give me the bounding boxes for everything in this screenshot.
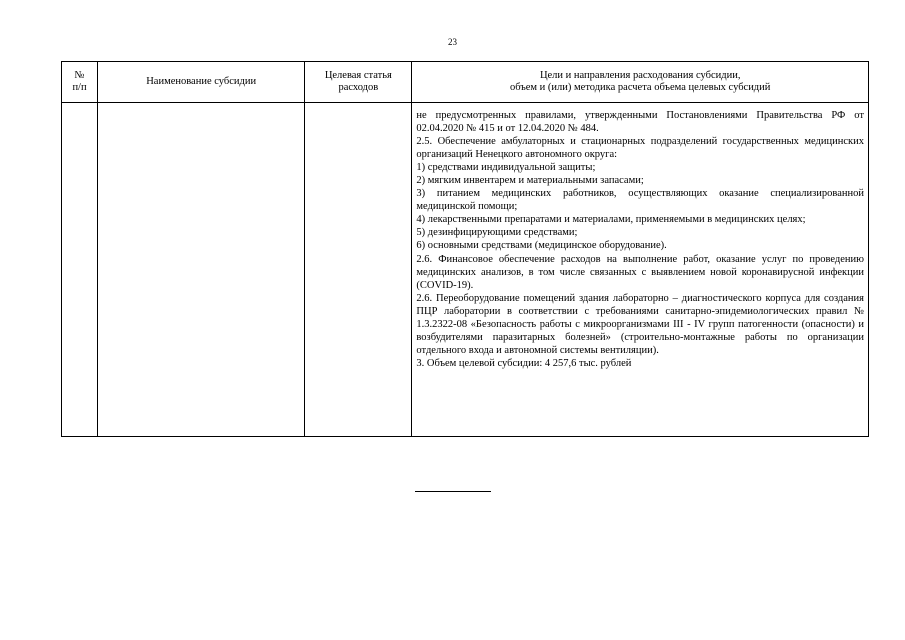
goals-paragraph: 6) основными средствами (медицинское оборудование). — [416, 240, 667, 252]
table-header-row — [62, 62, 869, 103]
goals-paragraph: 3. Объем целевой субсидии: 4 257,6 тыс. рублей — [416, 357, 632, 369]
goals-paragraph: 5) дезинфицирующими средствами; — [416, 227, 578, 239]
cell-target-article — [305, 103, 412, 437]
header-target-article: Целевая статья расходов — [305, 62, 412, 103]
subsidy-table — [61, 61, 869, 437]
cell-number — [62, 103, 98, 437]
goals-paragraph: 2.6. Переоборудование помещений здания лабораторно – диагностического корпуса для создания ПЦР лаборатории в соответствии с требованиями санитарно-эпидемиологических правил № 1.3.2322-08 «Безопасность работы с микроорганизмами III - IV групп патогенности (опасности) и возбудителями паразитарных болезней» (строительно-монтажные работы по организации отдельного входа и автономной системы вентиляции). — [416, 292, 864, 356]
table-row — [62, 103, 869, 437]
cell-goals — [412, 103, 869, 437]
cell-subsidy-name — [98, 103, 305, 437]
header-subsidy-name: Наименование субсидии — [98, 62, 305, 103]
goals-paragraph: 4) лекарственными препаратами и материалами, применяемыми в медицинских целях; — [416, 214, 806, 226]
page-number: 23 — [448, 37, 457, 47]
goals-paragraph: 3) питанием медицинских работников, осуществляющих оказание специализированной медицинской помощи; — [416, 188, 864, 213]
goals-paragraph: 1) средствами индивидуальной защиты; — [416, 162, 596, 174]
header-goals: Цели и направления расходования субсидии, объем и (или) методика расчета объема целевых субсидий — [412, 62, 869, 103]
goals-paragraph: не предусмотренных правилами, утвержденными Постановлениями Правительства РФ от 02.04.2020 № 415 и от 12.04.2020 № 484. — [416, 110, 864, 135]
footer-separator-line — [415, 491, 491, 492]
goals-paragraph: 2.6. Финансовое обеспечение расходов на выполнение работ, оказание услуг по проведению медицинских анализов, в том числе связанных с выявлением новой коронавирусной инфекции (COVID-19). — [416, 253, 864, 291]
goals-paragraph: 2) мягким инвентарем и материальными запасами; — [416, 175, 644, 187]
header-number: № п/п — [62, 62, 98, 103]
goals-paragraph: 2.5. Обеспечение амбулаторных и стационарных подразделений государственных медицинских организаций Ненецкого автономного округа: — [416, 136, 864, 161]
